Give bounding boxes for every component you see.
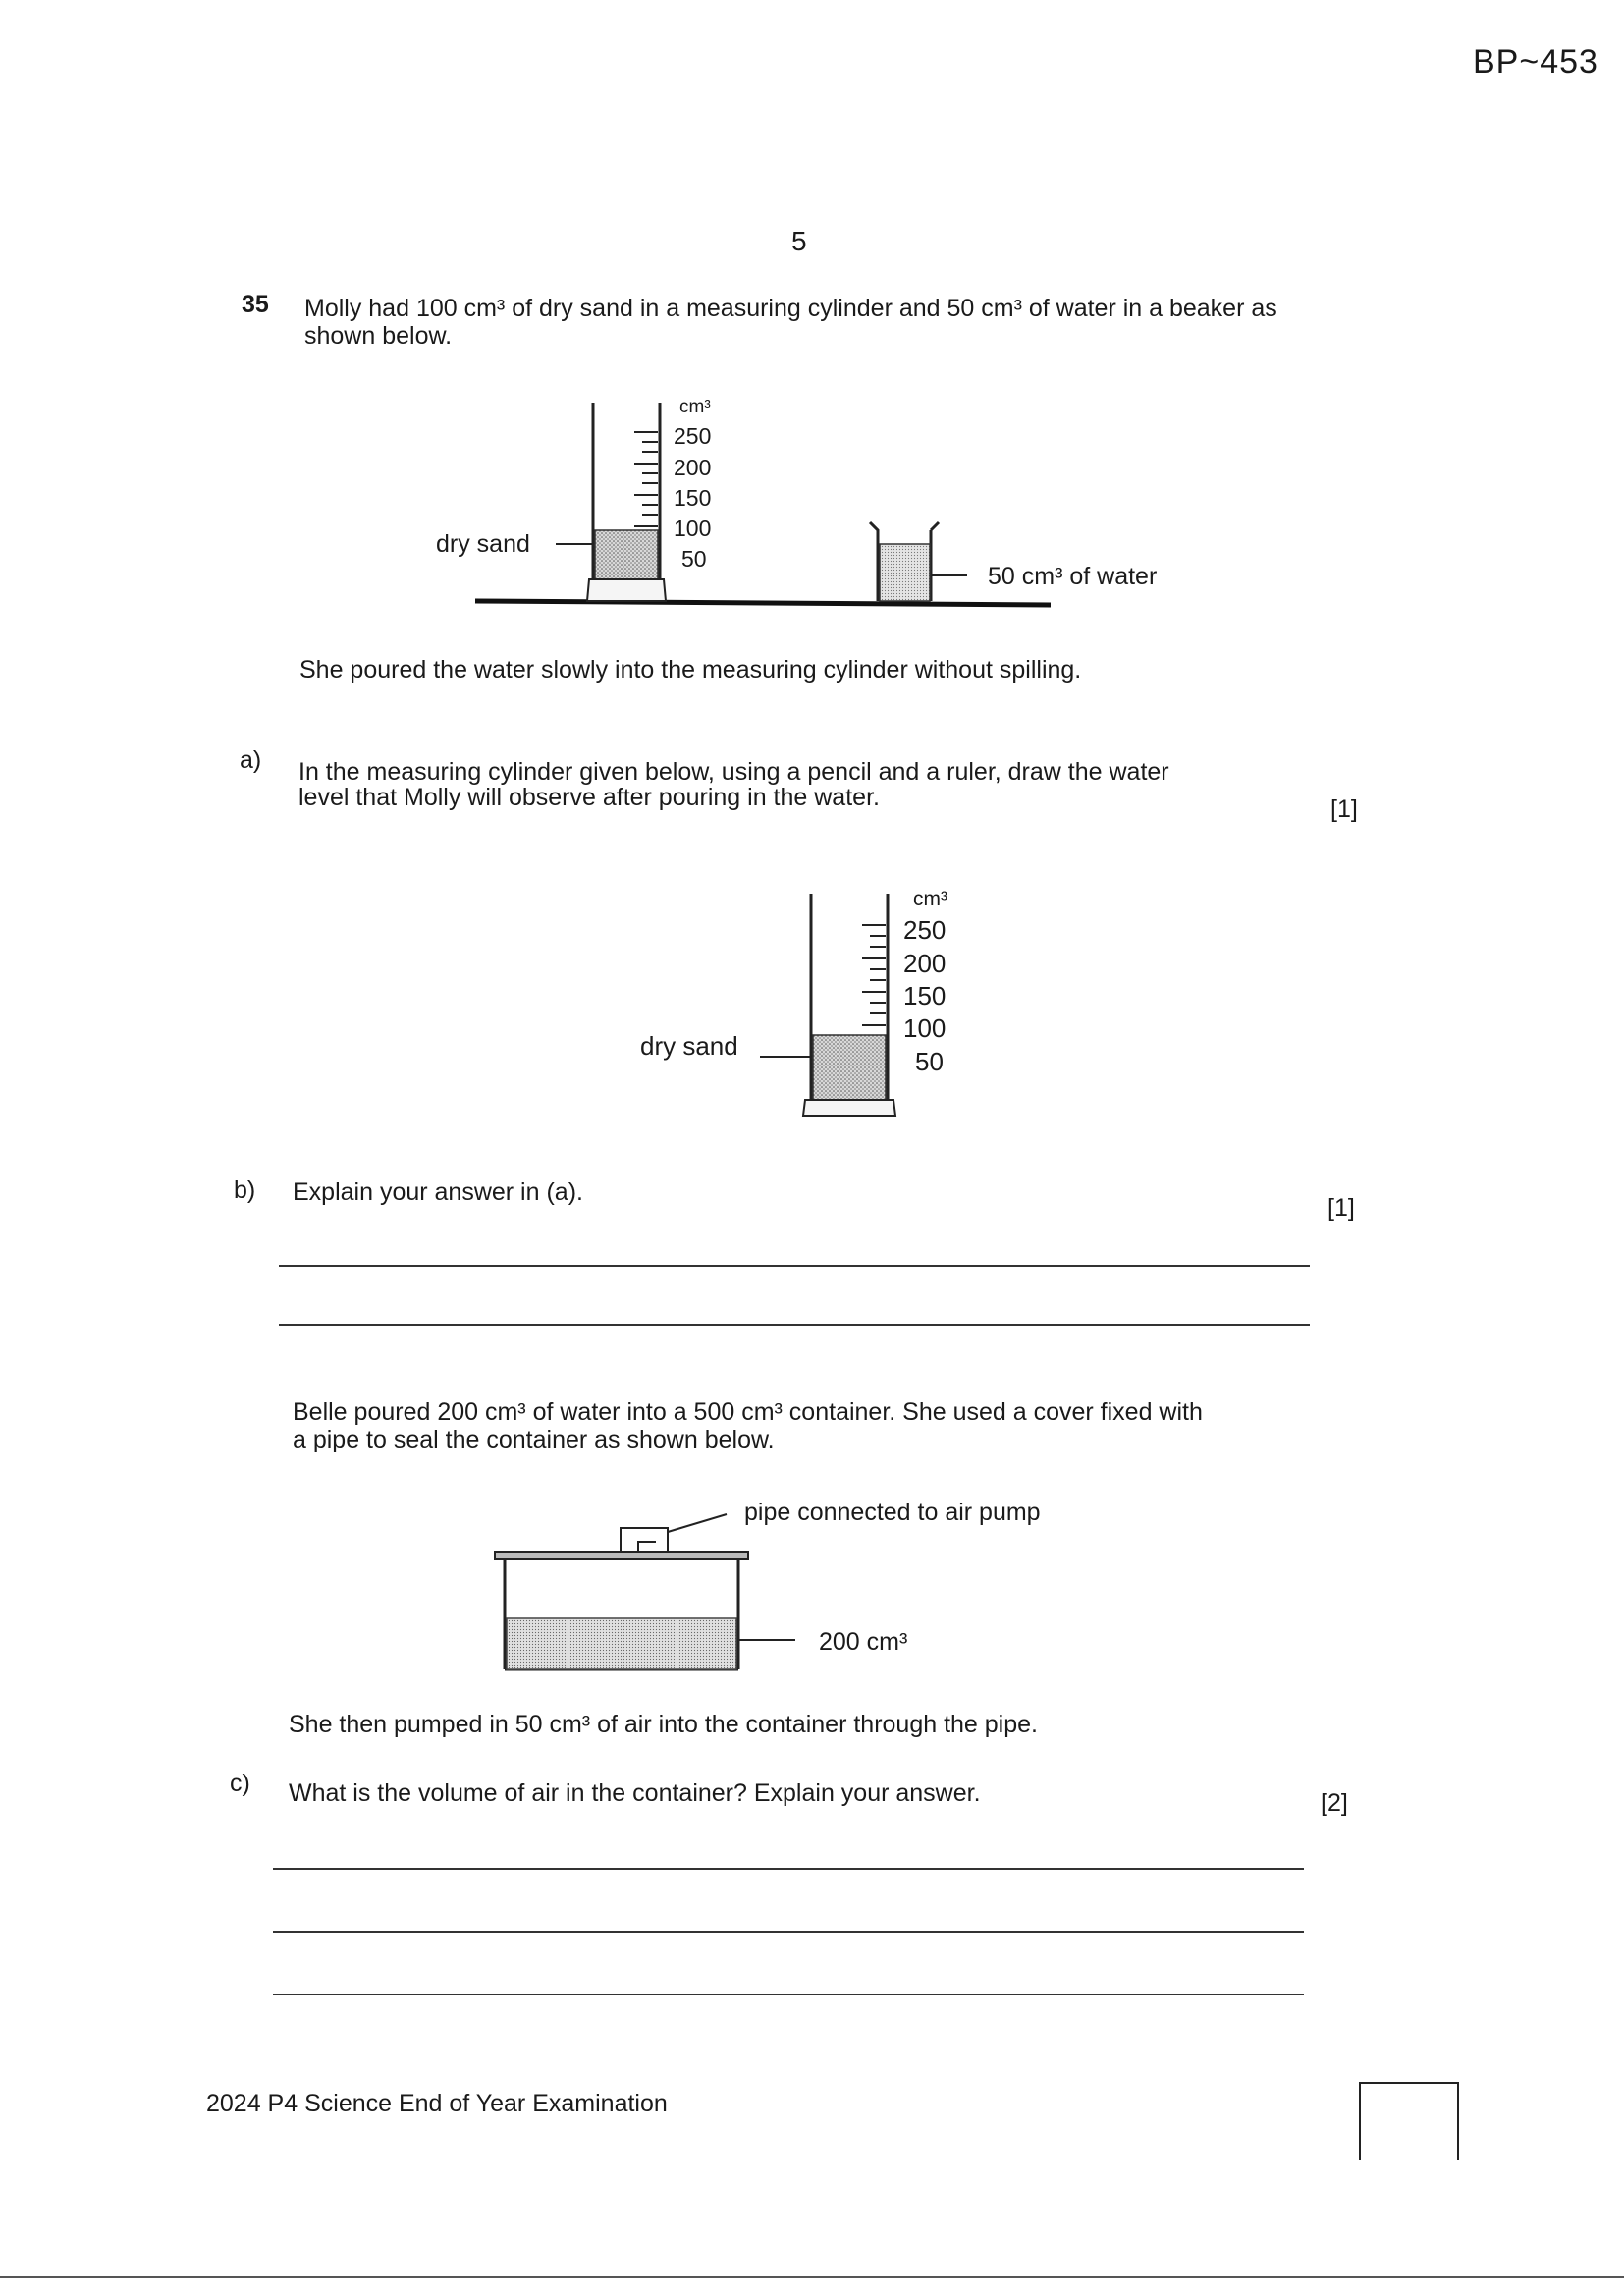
bench-line bbox=[475, 601, 1051, 605]
pumped-text: She then pumped in 50 cm³ of air into the container through the pipe. bbox=[289, 1711, 1038, 1738]
figure-cylinder-drawing-area[interactable] bbox=[628, 874, 1001, 1129]
scale-150: 150 bbox=[674, 485, 712, 511]
intro-line-1: Molly had 100 cm³ of dry sand in a measuring cylinder and 50 cm³ of water in a beaker as bbox=[304, 295, 1277, 322]
sand-fill bbox=[595, 530, 658, 579]
figure-cylinder-and-beaker bbox=[412, 383, 1218, 619]
page-number: 5 bbox=[791, 226, 807, 256]
scale2-ticks bbox=[862, 925, 886, 1025]
answer-line-c1[interactable] bbox=[273, 1868, 1304, 1870]
answer-line-c2[interactable] bbox=[273, 1931, 1304, 1933]
answer-line-c3[interactable] bbox=[273, 1994, 1304, 1995]
part-b-label: b) bbox=[234, 1176, 256, 1204]
cylinder2-base bbox=[803, 1100, 895, 1116]
container-water bbox=[507, 1618, 736, 1669]
scale-unit: cm³ bbox=[679, 397, 711, 417]
scale2-50: 50 bbox=[915, 1047, 944, 1076]
pipe-pointer bbox=[668, 1514, 727, 1532]
scale2-200: 200 bbox=[903, 949, 947, 978]
container-water-label: 200 cm³ bbox=[819, 1628, 908, 1656]
part-b-text: Explain your answer in (a). bbox=[293, 1178, 583, 1206]
scale-ticks bbox=[634, 432, 658, 526]
part-b-marks: [1] bbox=[1327, 1194, 1355, 1222]
question-number: 35 bbox=[242, 291, 269, 318]
part-a-line-2: level that Molly will observe after pouring in the water. bbox=[298, 784, 880, 811]
marks-box[interactable] bbox=[1359, 2082, 1459, 2160]
answer-line-b1[interactable] bbox=[279, 1265, 1310, 1267]
scale2-unit: cm³ bbox=[913, 888, 947, 910]
part-a-label: a) bbox=[240, 746, 262, 774]
part-c-label: c) bbox=[230, 1770, 250, 1797]
sand2-fill bbox=[813, 1035, 886, 1100]
sand2-label: dry sand bbox=[640, 1031, 738, 1061]
beaker-water bbox=[880, 544, 930, 601]
pipe-label: pipe connected to air pump bbox=[744, 1499, 1041, 1526]
pipe-connector bbox=[621, 1528, 668, 1552]
scale2-150: 150 bbox=[903, 981, 947, 1011]
container-cover bbox=[495, 1552, 748, 1559]
scale-200: 200 bbox=[674, 455, 712, 480]
sand-label: dry sand bbox=[436, 530, 530, 558]
footer-title: 2024 P4 Science End of Year Examination bbox=[206, 2090, 668, 2117]
answer-line-b2[interactable] bbox=[279, 1324, 1310, 1326]
scale-250: 250 bbox=[674, 423, 712, 449]
intro-line-2: shown below. bbox=[304, 322, 453, 350]
bottom-rule bbox=[0, 2276, 1624, 2278]
scale-50: 50 bbox=[681, 546, 707, 572]
scale-100: 100 bbox=[674, 516, 712, 541]
part-c-text: What is the volume of air in the container? Explain your answer. bbox=[289, 1779, 981, 1807]
document-code: BP~453 bbox=[1473, 43, 1598, 81]
belle-line-2: a pipe to seal the container as shown below. bbox=[293, 1426, 775, 1453]
water-label: 50 cm³ of water bbox=[988, 563, 1158, 590]
poured-text: She poured the water slowly into the measuring cylinder without spilling. bbox=[299, 656, 1082, 683]
part-a-marks: [1] bbox=[1330, 795, 1358, 823]
part-c-marks: [2] bbox=[1321, 1789, 1348, 1817]
cylinder-base bbox=[587, 579, 666, 601]
scale2-250: 250 bbox=[903, 915, 947, 945]
figure-sealed-container bbox=[481, 1493, 1090, 1679]
part-a-line-1: In the measuring cylinder given below, using a pencil and a ruler, draw the water bbox=[298, 758, 1169, 786]
scale2-100: 100 bbox=[903, 1013, 947, 1043]
belle-line-1: Belle poured 200 cm³ of water into a 500 cm³ container. She used a cover fixed with bbox=[293, 1398, 1203, 1426]
